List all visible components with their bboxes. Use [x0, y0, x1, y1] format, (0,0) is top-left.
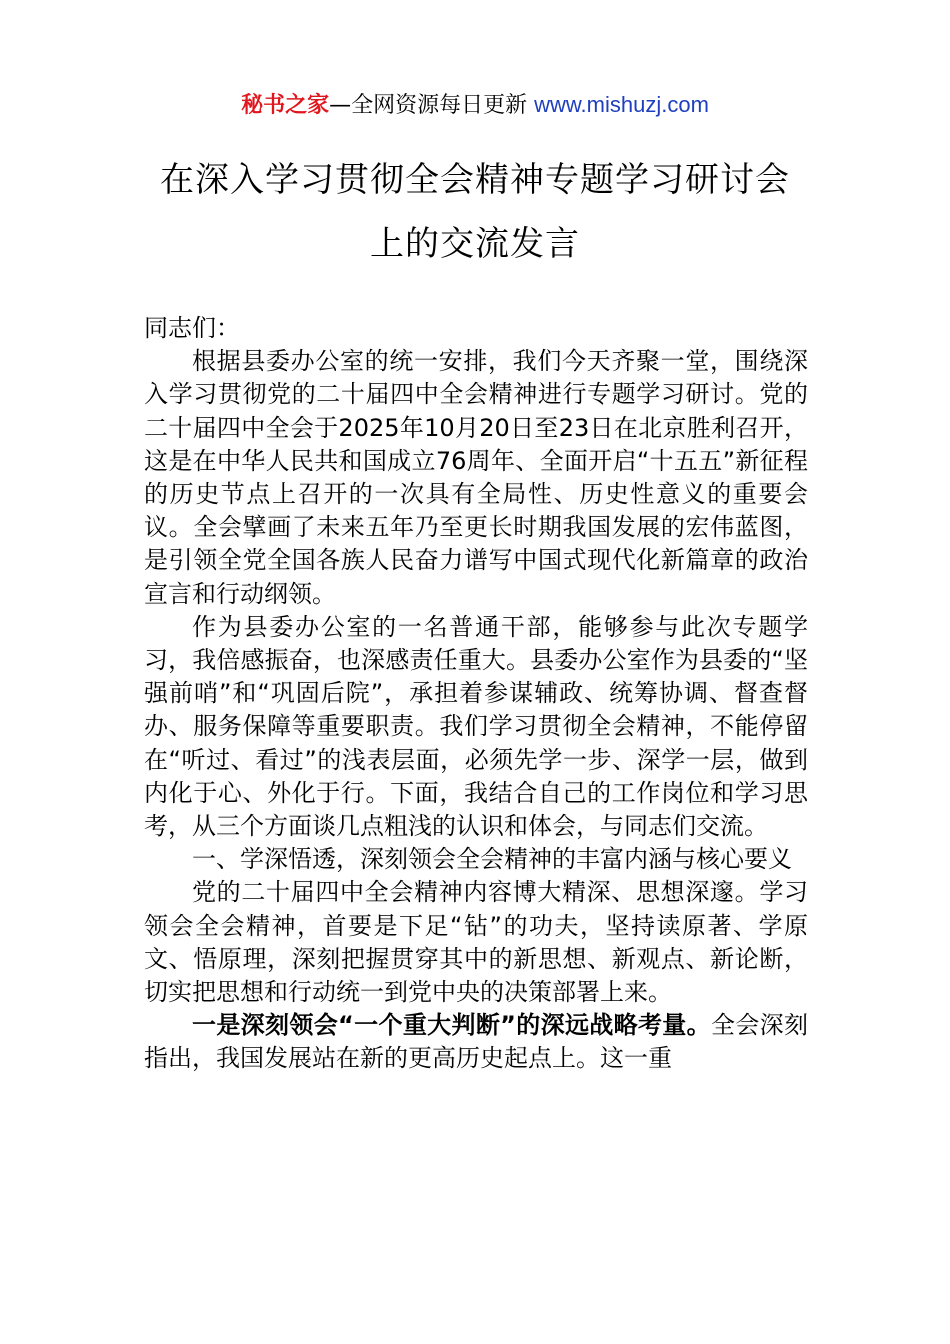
title-line-2: 上的交流发言 [370, 224, 580, 264]
paragraph-4-lead: 一是深刻领会“一个重大判断”的深远战略考量。 [192, 1011, 711, 1040]
paragraph-2: 作为县委办公室的一名普通干部，能够参与此次专题学习，我倍感振奋，也深感责任重大。县委办公室作为县委的“坚强前哨”和“巩固后院”，承担着参谋辅政、统筹协调、督查督办、服务保障等重要职责。我们学习贯彻全会精神，不能停留在“听过、看过”的浅表层面，必须先学一步、深学一层，做到内化于心、外化于行。下面，我结合自己的工作岗位和学习思考，从三个方面谈几点粗浅的认识和体会，与同志们交流。 [144, 612, 808, 841]
title-line-1: 在深入学习贯彻全会精神专题学习研讨会 [160, 160, 790, 200]
section-1-heading: 一、学深悟透，深刻领会全会精神的丰富内涵与核心要义 [192, 845, 792, 874]
paragraph-3: 党的二十届四中全会精神内容博大精深、思想深邃。学习领会全会精神，首要是下足“钻”的功夫，坚持读原著、学原文、悟原理，深刻把握贯穿其中的新思想、新观点、新论断，切实把思想和行动统一到党中央的决策部署上来。 [144, 878, 808, 1007]
paragraph-4-text: 全会深刻指出，我国发展站在新的更高历史起点上。这一重 [144, 1011, 808, 1073]
site-tagline: —全网资源每日更新 [329, 93, 535, 118]
paragraph-4 [144, 1009, 808, 1075]
site-brand: 秘书之家 [241, 93, 330, 118]
site-header [0, 88, 950, 123]
site-url-link[interactable]: www.mishuzj.com [534, 92, 709, 117]
document-title [100, 148, 850, 276]
paragraph-1: 根据县委办公室的统一安排，我们今天齐聚一堂，围绕深入学习贯彻党的二十届四中全会精神进行专题学习研讨。党的二十届四中全会于2025年10月20日至23日在北京胜利召开，这是在中华人民共和国成立76周年、全面开启“十五五”新征程的历史节点上召开的一次具有全局性、历史性意义的重要会议。全会擘画了未来五年乃至更长时期我国发展的宏伟蓝图，是引领全党全国各族人民奋力谱写中国式现代化新篇章的政治宣言和行动纲领。 [144, 347, 808, 608]
document-body [144, 312, 808, 1076]
salutation: 同志们： [144, 314, 240, 342]
